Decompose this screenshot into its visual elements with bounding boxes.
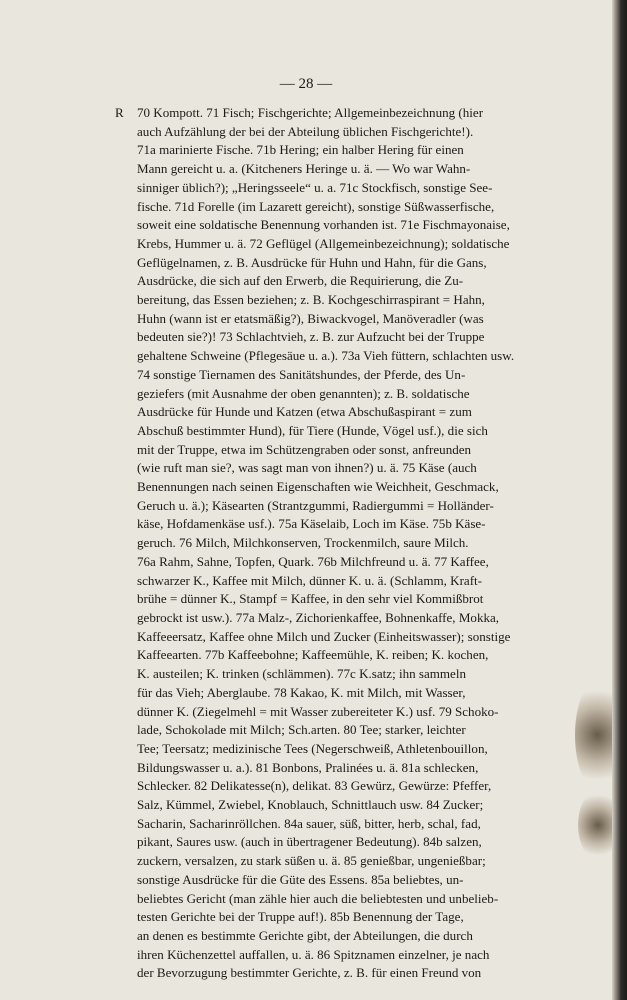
text-line: testen Gerichte bei der Truppe auf!). 85b Benennung der Tage,	[137, 909, 464, 925]
text-line: schwarzer K., Kaffee mit Milch, dünner K. u. ä. (Schlamm, Kraft-	[137, 572, 483, 588]
text-line: brühe = dünner K., Stampf = Kaffee, in den sehr viel Kommißbrot	[137, 591, 484, 607]
text-line: sinniger üblich?); „Heringsseele“ u. a. 71c Stockfisch, sonstige See-	[137, 179, 493, 195]
text-line: an denen es bestimmte Gerichte gibt, der Abteilungen, die durch	[137, 927, 473, 943]
text-line: der Bevorzugung bestimmter Gerichte, z. B. für einen Freund von	[137, 965, 482, 981]
text-line: soweit eine soldatische Benennung vorhanden ist. 71e Fischmayonaise,	[137, 217, 510, 233]
text-line: Huhn (wann ist er etatsmäßig?), Biwackvogel, Manöveradler (was	[137, 310, 484, 326]
text-line: auch Aufzählung der bei der Abteilung üblichen Fischgerichte!).	[137, 123, 474, 139]
text-line: Schlecker. 82 Delikatesse(n), delikat. 83 Gewürz, Gewürze: Pfeffer,	[137, 778, 492, 794]
text-line: Salz, Kümmel, Zwiebel, Knoblauch, Schnittlauch usw. 84 Zucker;	[137, 797, 484, 813]
text-line: 76a Rahm, Sahne, Topfen, Quark. 76b Milchfreund u. ä. 77 Kaffee,	[137, 553, 489, 569]
text-line: ihren Küchenzettel auffallen, u. ä. 86 Spitznamen einzelner, je nach	[137, 946, 490, 962]
text-line: gehaltene Schweine (Pflegesäue u. a.). 73a Vieh füttern, schlachten usw.	[137, 348, 515, 364]
text-line: Benennungen nach seinen Eigenschaften wie Weichheit, Geschmack,	[137, 479, 499, 495]
text-line: 71a marinierte Fische. 71b Hering; ein halber Hering für einen	[137, 142, 464, 158]
margin-mark: R	[115, 105, 124, 120]
text-line: Kaffeeersatz, Kaffee ohne Milch und Zucker (Einheitswasser); sonstige	[137, 628, 511, 644]
text-line: pikant, Saures usw. (auch in übertragener Bedeutung). 84b salzen,	[137, 834, 482, 850]
text-line: Abschuß bestimmter Hund), für Tiere (Hunde, Vögel usf.), die sich	[137, 422, 488, 438]
text-line: Mann gereicht u. a. (Kitcheners Heringe u. ä. — Wo war Wahn-	[137, 161, 471, 177]
text-line: dünner K. (Ziegelmehl = mit Wasser zubereiteter K.) usf. 79 Schoko-	[137, 703, 499, 719]
text-line: lade, Schokolade mit Milch; Sch.arten. 80 Tee; starker, leichter	[137, 722, 466, 738]
text-line: Kaffeearten. 77b Kaffeebohne; Kaffeemühle, K. reiben; K. kochen,	[137, 647, 489, 663]
text-line: käse, Hofdamenkäse usf.). 75a Käselaib, Loch im Käse. 75b Käse-	[137, 516, 486, 532]
text-line: bedeuten sie?)! 73 Schlachtvieh, z. B. zur Aufzucht bei der Truppe	[137, 329, 485, 345]
text-line: Ausdrücke für Hunde und Katzen (etwa Abschußaspirant = zum	[137, 404, 472, 420]
text-line: Bildungswasser u. a.). 81 Bonbons, Pralinées u. ä. 81a schlecken,	[137, 759, 479, 775]
text-line: 70 Kompott. 71 Fisch; Fischgerichte; Allgemeinbezeichnung (hier	[137, 105, 484, 120]
text-line: zuckern, versalzen, zu stark süßen u. ä. 85 genießbar, ungenießbar;	[137, 853, 486, 869]
text-line: Geruch u. ä.); Käsearten (Strantzgummi, Radiergummi = Holländer-	[137, 497, 494, 513]
text-line: bereitung, das Essen beziehen; z. B. Kochgeschirraspirant = Hahn,	[137, 292, 485, 308]
text-line: mit der Truppe, etwa im Schützengraben oder sonst, anfreunden	[137, 441, 472, 457]
text-line: 74 sonstige Tiernamen des Sanitätshundes, der Pferde, des Un-	[137, 366, 466, 382]
book-binding	[612, 0, 627, 1000]
text-line: sonstige Ausdrücke für die Güte des Essens. 85a beliebtes, un-	[137, 871, 464, 887]
text-line: beliebtes Gericht (man zähle hier auch die beliebtesten und unbelieb-	[137, 890, 499, 906]
text-line: geruch. 76 Milch, Milchkonserven, Trockenmilch, saure Milch.	[137, 535, 469, 551]
text-line: fische. 71d Forelle (im Lazarett gereicht), sonstige Süßwasserfische,	[137, 198, 495, 214]
text-line: (wie ruft man sie?, was sagt man von ihnen?) u. ä. 75 Käse (auch	[137, 460, 477, 476]
text-line: für das Vieh; Aberglaube. 78 Kakao, K. mit Milch, mit Wasser,	[137, 684, 466, 700]
text-line: geziefers (mit Ausnahme der oben genannten); z. B. soldatische	[137, 385, 470, 401]
text-line: Tee; Teersatz; medizinische Tees (Negerschweiß, Athletenbouillon,	[137, 740, 488, 756]
text-line: Sacharin, Sacharinröllchen. 84a sauer, süß, bitter, herb, schal, fad,	[137, 815, 481, 831]
body-text	[137, 104, 541, 983]
text-line: K. austeilen; K. trinken (schlämmen). 77c K.satz; ihn sammeln	[137, 666, 466, 682]
text-line: Krebs, Hummer u. ä. 72 Geflügel (Allgemeinbezeichnung); soldatische	[137, 235, 510, 251]
text-line: Geflügelnamen, z. B. Ausdrücke für Huhn und Hahn, für die Gans,	[137, 254, 487, 270]
page-number: — 28 —	[279, 76, 333, 92]
text-line: gebrockt ist usw.). 77a Malz-, Zichorienkaffee, Bohnenkaffe, Mokka,	[137, 609, 500, 625]
text-line: Ausdrücke, die sich auf den Erwerb, die Requirierung, die Zu-	[137, 273, 464, 289]
